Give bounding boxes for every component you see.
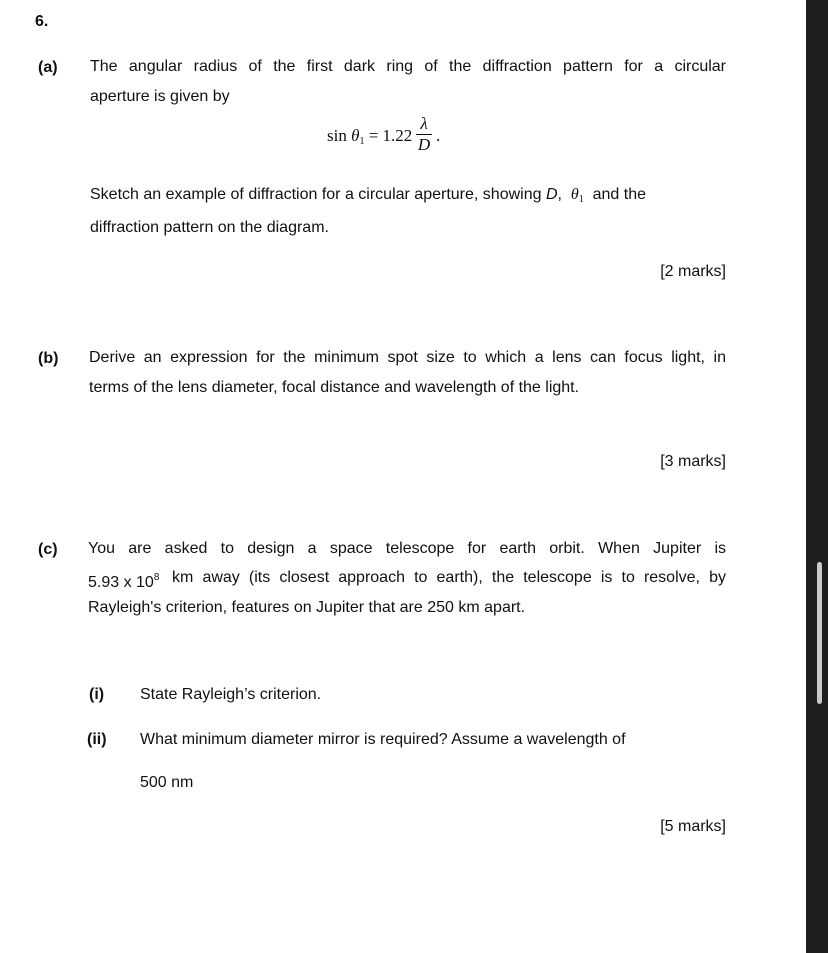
sketch-symbol-D: D (545, 186, 558, 203)
sub-ii-label: (ii) (87, 731, 107, 748)
sub-ii-wavelength: 500 nm (140, 774, 194, 791)
part-a-sketch-line2: diffraction pattern on the diagram. (90, 219, 329, 236)
part-a-label: (a) (38, 59, 58, 76)
equation-numerator: λ (420, 114, 428, 133)
part-c-line2-start (88, 568, 159, 593)
equation-period: . (436, 126, 441, 145)
distance-mantissa: 5.93 x 10 (88, 574, 154, 591)
equation-denominator: D (417, 135, 431, 154)
sketch-text-end: and the (592, 186, 646, 203)
equation-fraction (416, 115, 432, 154)
part-c-label: (c) (38, 541, 58, 558)
equation-theta: θ (351, 126, 360, 145)
part-a-marks: [2 marks] (660, 263, 726, 280)
part-c-marks: [5 marks] (660, 818, 726, 835)
scrollbar-track[interactable] (806, 0, 828, 953)
part-c-line1: You are asked to design a space telescope for earth orbit. When Jupiter is (88, 540, 726, 557)
part-a-intro-line2: aperture is given by (90, 88, 230, 105)
sub-ii-text: What minimum diameter mirror is required? Assume a wavelength of (140, 731, 626, 748)
question-number: 6. (35, 13, 49, 30)
sketch-text-start: Sketch an example of diffraction for a circular aperture, showing (90, 186, 542, 203)
scrollbar-thumb[interactable] (817, 562, 822, 704)
sketch-theta-subscript: 1 (578, 194, 584, 205)
sub-i-label: (i) (89, 686, 105, 703)
equation-coefficient: = 1.22 (364, 126, 413, 145)
part-c-line2-end: km away (its closest approach to earth), the telescope is to resolve, by (172, 569, 726, 586)
part-a-sketch-line1 (90, 185, 646, 210)
part-b-label: (b) (38, 350, 59, 367)
equation-sin: sin (327, 126, 347, 145)
part-b-line1: Derive an expression for the minimum spot size to which a lens can focus light, in (89, 349, 726, 366)
sketch-comma: , (557, 186, 562, 203)
sketch-symbol-theta: θ (570, 186, 579, 203)
sub-i-text: State Rayleigh’s criterion. (140, 686, 322, 703)
distance-exponent: 8 (153, 572, 160, 583)
equation-lhs (327, 126, 412, 147)
part-a-intro-line1: The angular radius of the first dark ring of the diffraction pattern for a circular (90, 58, 726, 75)
part-b-marks: [3 marks] (660, 453, 726, 470)
part-b-line2: terms of the lens diameter, focal distance and wavelength of the light. (89, 379, 580, 396)
equation-theta-subscript: 1 (359, 136, 365, 147)
part-c-line3: Rayleigh's criterion, features on Jupiter that are 250 km apart. (88, 599, 526, 616)
